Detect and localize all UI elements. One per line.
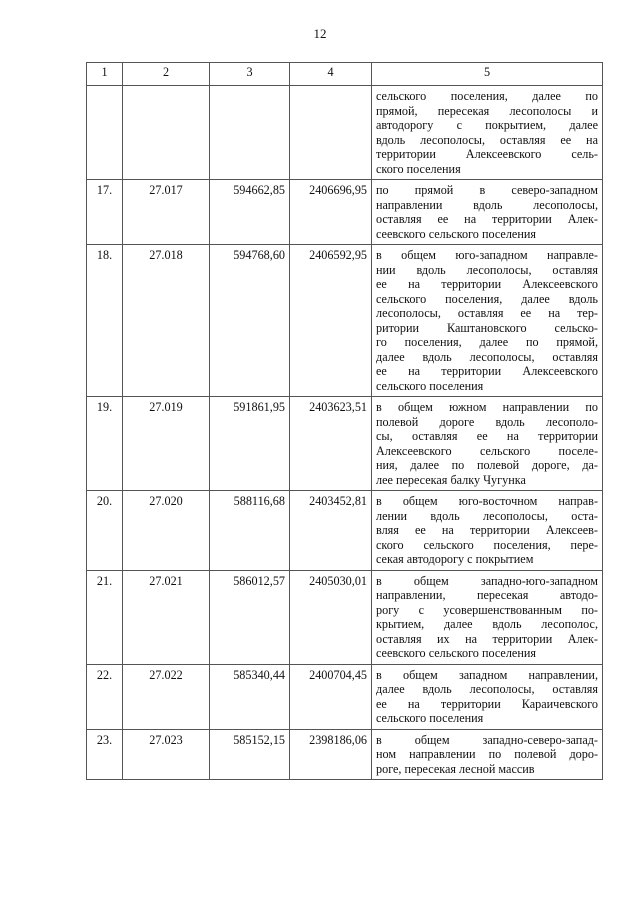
point-code-cell: 27.021 (123, 570, 210, 664)
description-line: в общем юго-восточном направ- (376, 494, 598, 508)
header-col-4: 4 (290, 63, 372, 86)
description-line: направлении, пересекая автодо- (376, 588, 598, 602)
description-line: ее на территории Караичевского (376, 696, 598, 711)
coordinate-x-cell: 586012,57 (210, 570, 290, 664)
description-line: ния, далее по полевой дороге, да- (376, 458, 598, 472)
coordinate-y-cell: 2403452,81 (290, 491, 372, 571)
description-line: рогу с усовершенствованным по- (376, 602, 598, 617)
description-line: прямой, пересекая лесополосы и (376, 103, 598, 118)
description-line: ритории Каштановского сельско- (376, 320, 598, 335)
description-line: ном направлении по полевой доро- (376, 747, 598, 761)
coordinate-y-cell: 2405030,01 (290, 570, 372, 664)
description-line: сеевского сельского поселения (376, 646, 536, 660)
description-line: направлении вдоль лесополосы, (376, 197, 598, 212)
header-col-2: 2 (123, 63, 210, 86)
point-code-cell: 27.020 (123, 491, 210, 571)
point-code-cell: 27.023 (123, 729, 210, 780)
coordinate-y-cell: 2406592,95 (290, 245, 372, 397)
header-col-3: 3 (210, 63, 290, 86)
boundary-description-cell (372, 245, 603, 397)
coordinate-x-cell: 585340,44 (210, 664, 290, 729)
description-line: в общем западно-юго-западном (376, 573, 598, 588)
description-line: вдоль лесополосы, оставляя ее на (376, 132, 598, 147)
boundary-table (86, 62, 603, 780)
description-line: лении вдоль лесополосы, оста- (376, 508, 598, 523)
description-line: автодорогу с покрытием, далее (376, 118, 598, 132)
table-row (87, 397, 603, 491)
boundary-description-cell (372, 729, 603, 780)
description-line: далее вдоль лесополосы, оставляя (376, 349, 598, 364)
header-col-5: 5 (372, 63, 603, 86)
boundary-description-cell (372, 180, 603, 245)
coordinate-x-cell: 588116,68 (210, 491, 290, 571)
description-line: в общем западном направлении, (376, 667, 598, 682)
point-code-cell: 27.019 (123, 397, 210, 491)
table-row (87, 664, 603, 729)
point-code-cell: 27.022 (123, 664, 210, 729)
point-number-cell: 19. (87, 397, 123, 491)
coordinate-x-cell: 591861,95 (210, 397, 290, 491)
table-row (87, 491, 603, 571)
table-row (87, 245, 603, 397)
table-row (87, 86, 603, 180)
table-row (87, 180, 603, 245)
description-line: сеевского сельского поселения (376, 226, 536, 241)
boundary-description-cell (372, 491, 603, 571)
description-line: в общем западно-северо-запад- (376, 732, 598, 747)
description-line: оставляя их на территории Алек- (376, 631, 598, 646)
description-line: сы, оставляя ее на территории (376, 429, 598, 443)
table-row (87, 570, 603, 664)
coordinate-y-cell: 2400704,45 (290, 664, 372, 729)
description-line: ского поселения (376, 161, 461, 176)
description-line: в общем южном направлении по (376, 400, 598, 414)
description-line: оставляя ее на территории Алек- (376, 212, 598, 226)
description-line: сельского поселения, далее по (376, 89, 598, 103)
description-line: по прямой в северо-западном (376, 183, 598, 197)
description-line: Алексеевского сельского поселе- (376, 443, 598, 458)
coordinate-y-cell: 2406696,95 (290, 180, 372, 245)
description-line: сельского поселения, далее вдоль (376, 291, 598, 306)
coordinate-y-cell: 2403623,51 (290, 397, 372, 491)
boundary-description-cell (372, 664, 603, 729)
description-line: ее на территории Алексеевского (376, 277, 598, 291)
description-line: роге, пересекая лесной массив (376, 761, 535, 776)
description-line: территории Алексеевского сель- (376, 147, 598, 161)
description-line: нии вдоль лесополосы, оставляя (376, 262, 598, 277)
description-line: сельского поселения (376, 711, 484, 725)
description-line: секая автодорогу с покрытием (376, 552, 534, 566)
boundary-description-cell (372, 570, 603, 664)
boundary-description-cell (372, 86, 603, 180)
point-code-cell: 27.018 (123, 245, 210, 397)
description-line: далее вдоль лесополосы, оставляя (376, 682, 598, 696)
coordinate-x-cell (210, 86, 290, 180)
description-line: ского сельского поселения, пере- (376, 537, 598, 552)
coordinate-x-cell: 594662,85 (210, 180, 290, 245)
description-line: в общем юго-западном направле- (376, 248, 598, 262)
page-number: 12 (313, 26, 327, 41)
point-number-cell: 18. (87, 245, 123, 397)
coordinate-y-cell: 2398186,06 (290, 729, 372, 780)
description-line: лее пересекая балку Чугунка (376, 472, 526, 487)
description-line: ее на территории Алексеевского (376, 364, 598, 378)
description-line: вляя ее на территории Алексеев- (376, 523, 598, 537)
header-col-1: 1 (87, 63, 123, 86)
point-code-cell (123, 86, 210, 180)
description-line: полевой дороге вдоль лесополо- (376, 414, 598, 429)
point-number-cell: 20. (87, 491, 123, 571)
description-line: крытием, далее вдоль лесополос, (376, 617, 598, 631)
description-line: сельского поселения (376, 378, 484, 393)
coordinate-y-cell (290, 86, 372, 180)
point-code-cell: 27.017 (123, 180, 210, 245)
description-line: го поселения, далее по прямой, (376, 335, 598, 349)
table-row (87, 729, 603, 780)
point-number-cell: 21. (87, 570, 123, 664)
coordinate-x-cell: 594768,60 (210, 245, 290, 397)
boundary-description-cell (372, 397, 603, 491)
point-number-cell (87, 86, 123, 180)
point-number-cell: 17. (87, 180, 123, 245)
point-number-cell: 23. (87, 729, 123, 780)
coordinate-x-cell: 585152,15 (210, 729, 290, 780)
description-line: лесополосы, оставляя ее на тер- (376, 306, 598, 320)
point-number-cell: 22. (87, 664, 123, 729)
header-row (87, 63, 603, 86)
